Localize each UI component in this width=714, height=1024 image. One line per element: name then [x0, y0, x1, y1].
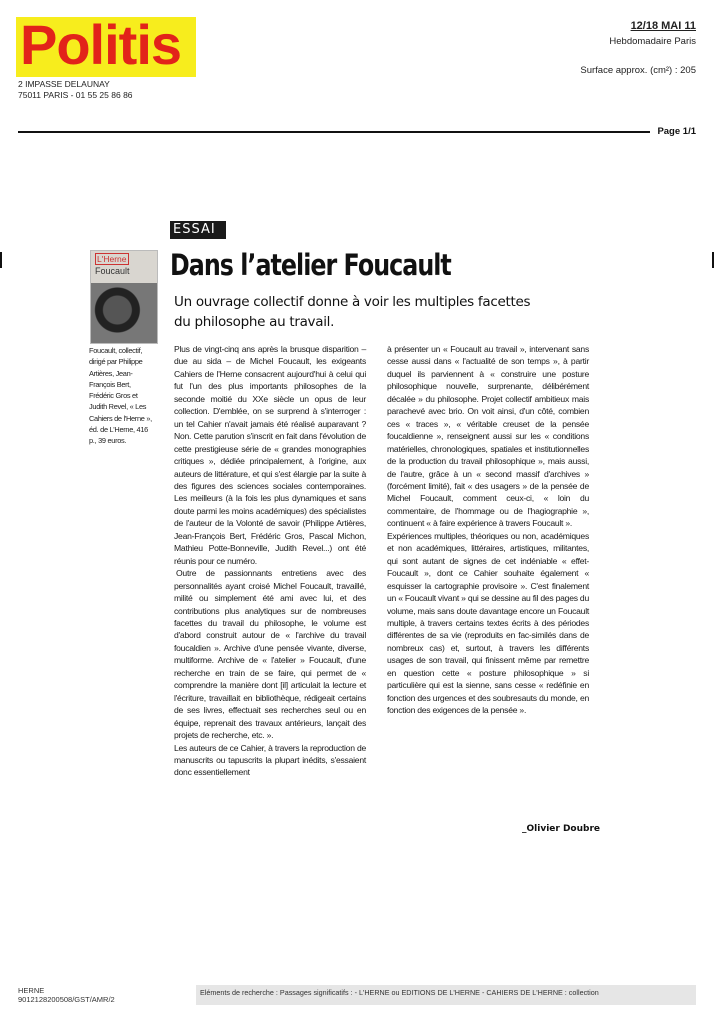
- search-elements-box: [196, 985, 696, 1005]
- footer-ref-line-1: HERNE: [18, 986, 45, 995]
- surface-area: Surface approx. (cm²) : 205: [580, 65, 696, 76]
- logo-text: Politis: [20, 13, 182, 76]
- page-number: Page 1/1: [657, 126, 696, 137]
- header-info: [580, 20, 696, 76]
- issue-date: 12/18 MAI 11: [630, 20, 696, 32]
- left-crop-mark: [0, 252, 2, 268]
- article-subtitle: Un ouvrage collectif donne à voir les multiples facettes du philosophe au travail.: [174, 294, 531, 330]
- paragraph: Les auteurs de ce Cahier, à travers la reproduction de manuscrits ou tapuscrits la plupart inédits, s'essaient donc essentiellement: [174, 742, 366, 778]
- article-column-2: [387, 343, 589, 717]
- header-divider: [18, 131, 650, 133]
- publisher-address: [18, 79, 133, 101]
- politis-logo: [16, 13, 196, 77]
- paragraph: Plus de vingt-cinq ans après la brusque disparition – due au sida – de Michel Foucault, les exigeants Cahiers de l'Herne consacrent aujourd'hui à celui qui fut l'un des plus importants philosophes de la seconde moitié du XXe siècle un opus de leur collection. D'emblée, on se surprend à s'interroger : un tel Cahier n'avait jamais été réalisé auparavant ? Non. Cette parution s'inscrit en fait dans l'évolution de cette prestigieuse série de « grandes monographies critiques », dédiée principalement, à l'origine, aux auteurs de littérature, et qui s'est élargie par la suite à des figures des sciences sociales contemporaines. Les meilleurs (à la fois les plus dynamiques et sans doute parmi les moins académiques) des spécialistes de l'auteur de la Volonté de savoir (Philippe Artières, Jean-François Bert, Frédéric Gros, Pascal Michon, Mathieu Potte-Bonneville, Judith Revel...) ont été réunis pour ce numéro.: [174, 344, 366, 566]
- paragraph: Outre de passionnants entretiens avec des personnalités ayant croisé Michel Foucault, travaillé, milité ou simplement été ami avec lui, et des contributions plus analytiques sur de nombreuses facettes du travail du philosophe, le volume est d'abord construit autour de « l'archive du travail foucaldien ». Archive d'une pensée vivante, diverse, multiforme. Archive de « l'atelier » Foucault, d'une recherche en train de se faire, qui permet de « comprendre la manière dont [il] articulait la lecture et l'écriture, travaillait en bibliothèque, rédigeait certains de ses livres, effectuait ses recherches seul ou en équipe, reprenait des travaux antérieurs, lançait des projets de recherche, etc. ».: [174, 568, 366, 741]
- article-headline: Dans l’atelier Foucault: [170, 248, 451, 282]
- article-kicker: ESSAI: [170, 221, 226, 239]
- article-column-1: [174, 343, 366, 779]
- paragraph: à présenter un « Foucault au travail », intervenant sans cesse aussi dans « l'actualité de son temps », à partir duquel ils parviennent à « construire une posture philosophique nouvelle, surprenante, délibérément décalée » du philosophe. Projet collectif ambitieux mais parachevé avec brio. On voit ainsi, d'un côté, combien ces « traces », « véritable creuset de la pensée foucaldienne », renseignent aussi sur les « conditions matérielles, chronologiques, spatiales et institutionnelles de la production du travail philosophique », mais aussi, de l'autre, grâce à un « second massif d'archives » (forcément limité), fait « des usagers » de la pensée de Michel Foucault, comment ceux-ci, « loin du commentaire, de l'hommage ou de l'hagiographie », continuent « à faire expérience à travers Foucault ».: [387, 344, 589, 529]
- author-signature: _Olivier Doubre: [522, 824, 600, 834]
- address-line-1: 2 IMPASSE DELAUNAY: [18, 79, 110, 89]
- publication-frequency: Hebdomadaire Paris: [609, 36, 696, 47]
- book-caption: Foucault, collectif, dirigé par Philippe Artières, Jean-François Bert, Frédéric Gros et Judith Revel, « Les Cahiers de l'Herne », éd. de L'Herne, 416 p., 39 euros.: [89, 346, 152, 446]
- cover-portrait: [91, 283, 157, 343]
- paragraph: Expériences multiples, théoriques ou non, académiques et non académiques, littéraires, artistiques, militantes, qui sont autant de signes de cet indéniable « effet-Foucault », dont ce Cahier souhaite également « esquisser la cartographie provisoire ». C'est finalement un « Foucault vivant » qui se dessine au fil des pages du volume, mais sans doute davantage encore un Foucault multiple, à travers certains textes écrits à des périodes différentes de sa vie (reproduits en fac-similés dans de nombreux cas) et, surtout, à travers les différents usages de son travail, qui finissent même par remettre en question cette « posture philosophique » si particulière qui est la sienne, sans cesse « redéfinie en fonction des urgences et des soubresauts du monde, en fonction des exigences de la pensée ».: [387, 530, 589, 716]
- book-cover-image: [90, 250, 158, 344]
- search-elements-text: Eléments de recherche : Passages significatifs : - L'HERNE ou EDITIONS DE L'HERNE - CAHIERS DE L'HERNE : collection: [200, 988, 599, 997]
- cover-brand: L'Herne: [97, 254, 127, 264]
- footer-ref-line-2: 9012128200508/GST/AMR/2: [18, 995, 115, 1004]
- address-line-2: 75011 PARIS - 01 55 25 86 86: [18, 90, 133, 100]
- cover-title: Foucault: [95, 266, 130, 276]
- footer-reference: [18, 986, 115, 1004]
